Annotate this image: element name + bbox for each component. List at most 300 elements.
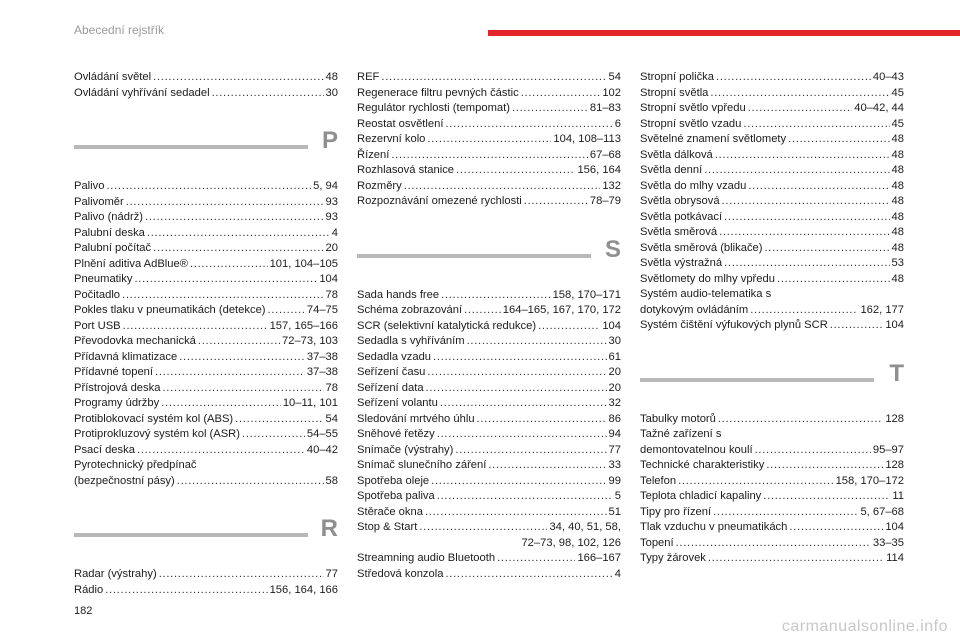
- index-entry: [640, 272, 904, 288]
- entry-term: Seřízení volantu: [357, 397, 438, 409]
- entry-pages: 5: [614, 490, 621, 502]
- leader-dots: [777, 272, 890, 288]
- leader-dots: [708, 551, 884, 567]
- entry-term: Sedadla vzadu: [357, 350, 432, 363]
- leader-dots: [404, 179, 601, 195]
- leader-dots: [427, 132, 551, 148]
- entry-term: Přídavné topení: [74, 366, 153, 378]
- leader-dots: [524, 194, 588, 210]
- section-letter: T: [889, 359, 904, 387]
- entry-pages: 6: [614, 117, 621, 130]
- leader-dots: [716, 70, 871, 86]
- leader-dots: [704, 163, 889, 179]
- leader-dots: [153, 70, 323, 86]
- entry-term: Rozměry: [357, 179, 402, 192]
- index-entry: [357, 132, 621, 148]
- leader-dots: [425, 505, 607, 521]
- entry-pages: 45: [891, 117, 904, 130]
- watermark: carmanualsonline.info: [781, 618, 948, 635]
- index-entry: [357, 117, 621, 133]
- entry-pages: 20: [608, 381, 621, 394]
- leader-dots: [467, 334, 607, 350]
- entry-pages: 48: [891, 148, 904, 161]
- index-entry: [640, 241, 904, 257]
- index-entry: [640, 505, 904, 521]
- entry-pages: 10–11, 101: [282, 397, 338, 409]
- entry-pages: 104: [885, 521, 904, 533]
- entry-term-continued: demontovatelnou koulí: [640, 443, 753, 456]
- entry-pages: 33–35: [872, 536, 904, 549]
- index-entry: [640, 520, 904, 536]
- entry-pages: 99: [608, 474, 621, 487]
- entry-pages: 45: [891, 86, 904, 99]
- entry-term: Stropní světlo vpředu: [640, 102, 746, 114]
- index-entry: [74, 443, 338, 459]
- entry-pages: 104, 108–113: [553, 133, 621, 145]
- leader-dots: [710, 86, 889, 102]
- leader-dots: [153, 241, 323, 257]
- index-entry: [357, 458, 621, 474]
- index-entry: [74, 226, 338, 242]
- entry-pages: 81–83: [589, 102, 621, 114]
- index-column-2: [357, 70, 621, 582]
- entry-term: Pyrotechnický předpínač: [74, 459, 197, 471]
- entry-pages: 93: [325, 195, 338, 208]
- entry-term: Počitadlo: [74, 288, 121, 301]
- leader-dots: [391, 148, 588, 164]
- leader-dots: [190, 257, 268, 273]
- leader-dots: [724, 210, 889, 226]
- entry-pages: 51: [608, 505, 621, 518]
- leader-dots: [381, 70, 606, 86]
- entry-term: Reostat osvětlení: [357, 117, 444, 130]
- leader-dots: [437, 427, 607, 443]
- leader-dots: [715, 148, 890, 164]
- index-entry: [357, 319, 621, 335]
- index-entry: [357, 396, 621, 412]
- entry-pages: 32: [608, 397, 621, 409]
- entry-term: Světla směrová (blikače): [640, 241, 763, 254]
- index-column-3: [640, 70, 904, 567]
- entry-term: Rozpoznávání omezené rychlosti: [357, 195, 522, 207]
- entry-pages-continued: 72–73, 98, 102, 126: [521, 536, 621, 549]
- leader-dots: [512, 101, 588, 117]
- index-entry: [357, 365, 621, 381]
- index-entry: [74, 257, 338, 273]
- entry-term: Telefon: [640, 474, 677, 487]
- entry-pages: 48: [891, 179, 904, 192]
- entry-term: Teplota chladicí kapaliny: [640, 490, 762, 502]
- leader-dots: [147, 226, 330, 242]
- leader-dots: [445, 117, 612, 133]
- entry-term: Pneumatiky: [74, 273, 133, 285]
- index-entry: [74, 567, 338, 583]
- leader-dots: [678, 474, 833, 490]
- entry-pages: 102: [602, 86, 621, 99]
- index-entry: [640, 458, 904, 474]
- entry-pages: 48: [891, 210, 904, 223]
- entry-pages: 40–42: [306, 443, 338, 456]
- entry-term: Palubní deska: [74, 226, 145, 239]
- leader-dots: [179, 350, 305, 366]
- index-entry: [357, 350, 621, 366]
- entry-pages: 77: [325, 568, 338, 580]
- leader-dots: [437, 489, 613, 505]
- entry-pages: 93: [325, 211, 338, 223]
- entry-pages: 61: [608, 350, 621, 363]
- entry-term: Sněhové řetězy: [357, 428, 435, 440]
- index-entry: [357, 194, 621, 210]
- entry-term: Stropní světlo vzadu: [640, 117, 742, 130]
- leader-dots: [123, 319, 268, 335]
- entry-term: Schéma zobrazování: [357, 304, 463, 316]
- index-entry: [640, 551, 904, 567]
- section-heading: [74, 121, 338, 179]
- leader-dots: [477, 412, 607, 428]
- entry-pages: 128: [885, 412, 904, 425]
- leader-dots: [159, 567, 324, 583]
- leader-dots: [763, 489, 890, 505]
- leader-dots: [713, 505, 858, 521]
- entry-term: Snímače (výstrahy): [357, 443, 454, 456]
- entry-term: Ovládání světel: [74, 71, 152, 83]
- entry-pages: 48: [891, 164, 904, 176]
- index-entry: [357, 412, 621, 428]
- index-entry: [640, 318, 904, 334]
- index-entry: [74, 583, 338, 599]
- leader-dots: [718, 412, 883, 428]
- leader-dots: [722, 194, 890, 210]
- entry-term: Stop & Start: [357, 521, 418, 533]
- leader-dots: [162, 381, 323, 397]
- entry-pages: 54: [325, 412, 338, 425]
- leader-dots: [433, 350, 607, 366]
- entry-term: Světla do mlhy vzadu: [640, 179, 747, 192]
- entry-pages: 48: [891, 241, 904, 254]
- leader-dots: [755, 443, 871, 459]
- section-heading: [357, 230, 621, 288]
- entry-pages: 114: [886, 552, 904, 564]
- index-entry: [357, 551, 621, 567]
- leader-dots: [464, 303, 501, 319]
- entry-pages: 4: [614, 567, 621, 580]
- page-header-title: Abecední rejstřík: [74, 23, 165, 37]
- index-entry: [640, 536, 904, 552]
- entry-term: Stěrače okna: [357, 505, 423, 518]
- entry-pages: 156, 164: [577, 164, 621, 176]
- entry-pages: 86: [608, 412, 621, 425]
- entry-term: Systém čištění výfukových plynů SCR: [640, 319, 828, 331]
- index-entry: [74, 179, 338, 195]
- section-rule: [74, 533, 308, 537]
- entry-pages: 156, 164, 166: [269, 583, 338, 596]
- leader-dots: [750, 303, 858, 319]
- index-entry: [640, 194, 904, 210]
- index-entry: [357, 443, 621, 459]
- entry-pages: 30: [325, 86, 338, 99]
- index-entry: [74, 210, 338, 226]
- leader-dots: [427, 365, 606, 381]
- entry-pages: 48: [891, 272, 904, 285]
- index-entry: [74, 70, 338, 86]
- leader-dots: [431, 474, 606, 490]
- index-entry: [74, 319, 338, 335]
- index-column-1: [74, 70, 338, 598]
- entry-pages: 74–75: [306, 304, 338, 316]
- entry-pages: 48: [891, 195, 904, 207]
- leader-dots: [145, 210, 324, 226]
- entry-pages: 77: [608, 443, 621, 456]
- entry-pages: 20: [325, 242, 338, 254]
- entry-term: Světelné znamení světlomety: [640, 133, 787, 145]
- entry-pages: 20: [608, 366, 621, 378]
- entry-pages: 166–167: [577, 552, 621, 564]
- entry-term: Středová konzola: [357, 567, 444, 580]
- entry-term: Programy údržby: [74, 397, 160, 409]
- entry-term: Palivo: [74, 180, 105, 192]
- index-entry: [74, 195, 338, 211]
- index-entry: [74, 241, 338, 257]
- entry-pages: 104: [319, 273, 338, 285]
- leader-dots: [445, 567, 612, 583]
- index-entry: [74, 288, 338, 304]
- index-entry: [640, 101, 904, 117]
- entry-pages: 67–68: [589, 148, 621, 161]
- entry-term: Spotřeba paliva: [357, 490, 435, 502]
- entry-pages: 78–79: [589, 195, 621, 207]
- entry-pages: 162, 177: [860, 303, 904, 316]
- entry-term: Přídavná klimatizace: [74, 350, 178, 363]
- entry-pages: 104: [602, 319, 621, 332]
- entry-pages: 58: [325, 474, 338, 487]
- entry-term: Tlak vzduchu v pneumatikách: [640, 521, 788, 533]
- entry-term-continued: (bezpečnostní pásy): [74, 474, 175, 487]
- leader-dots: [419, 520, 547, 536]
- leader-dots: [106, 179, 311, 195]
- entry-term: REF: [357, 71, 380, 83]
- entry-term: Palivo (nádrž): [74, 211, 144, 223]
- entry-term: Přístrojová deska: [74, 381, 161, 394]
- leader-dots: [440, 396, 607, 412]
- index-entry: [640, 412, 904, 428]
- entry-term: Sedadla s vyhříváním: [357, 335, 465, 347]
- leader-dots: [212, 86, 324, 102]
- section-letter: P: [321, 127, 338, 154]
- leader-dots: [105, 583, 267, 599]
- entry-pages: 78: [325, 381, 338, 394]
- leader-dots: [455, 443, 606, 459]
- section-heading: [74, 509, 338, 567]
- index-entry: [357, 505, 621, 521]
- leader-dots: [788, 132, 889, 148]
- entry-term: Ovládání vyhřívání sedadel: [74, 86, 210, 99]
- entry-term: Stropní světla: [640, 86, 709, 99]
- index-entry: [640, 256, 904, 272]
- leader-dots: [538, 319, 600, 335]
- leader-dots: [743, 117, 889, 133]
- index-entry: [357, 489, 621, 505]
- index-entry: [74, 350, 338, 366]
- index-entry: [357, 474, 621, 490]
- index-entry: [640, 225, 904, 241]
- index-entry: [357, 70, 621, 86]
- leader-dots: [676, 536, 871, 552]
- index-entry: [357, 303, 621, 319]
- index-entry: [640, 86, 904, 102]
- entry-pages: 54: [608, 71, 621, 83]
- entry-term: Světla denní: [640, 164, 703, 176]
- entry-pages: 158, 170–172: [835, 474, 904, 487]
- entry-term: SCR (selektivní katalytická redukce): [357, 319, 537, 332]
- entry-term: Světla výstražná: [640, 257, 723, 269]
- leader-dots: [724, 256, 889, 272]
- index-entry: [640, 163, 904, 179]
- leader-dots: [155, 365, 305, 381]
- index-entry: [357, 86, 621, 102]
- index-entry: [357, 148, 621, 164]
- entry-term: Psací deska: [74, 443, 135, 456]
- entry-term: Streamning audio Bluetooth: [357, 552, 496, 564]
- leader-dots: [748, 101, 853, 117]
- entry-pages: 157, 165–166: [269, 319, 338, 332]
- index-entry: [640, 148, 904, 164]
- entry-pages: 37–38: [306, 366, 338, 378]
- entry-term: Technické charakteristiky: [640, 459, 765, 471]
- leader-dots: [122, 288, 324, 304]
- index-entry: [357, 179, 621, 195]
- entry-pages: 78: [325, 288, 338, 301]
- entry-pages: 72–73, 103: [282, 335, 338, 347]
- entry-term: Seřízení data: [357, 381, 424, 394]
- entry-pages: 104: [885, 319, 904, 331]
- entry-term: Regulátor rychlosti (tempomat): [357, 102, 510, 114]
- entry-pages: 101, 104–105: [269, 257, 338, 270]
- entry-pages: 164–165, 167, 170, 172: [502, 304, 621, 316]
- entry-term: Světla směrová: [640, 226, 718, 238]
- section-heading: [640, 354, 904, 412]
- entry-term: Světla potkávací: [640, 210, 723, 223]
- entry-term: Topení: [640, 536, 674, 549]
- leader-dots: [235, 412, 323, 428]
- index-entry: [74, 303, 338, 319]
- leader-dots: [719, 225, 889, 241]
- entry-term: Rádio: [74, 583, 104, 596]
- index-entry: [640, 117, 904, 133]
- entry-pages: 48: [891, 133, 904, 145]
- entry-term: Typy žárovek: [640, 552, 706, 564]
- section-rule: [640, 378, 874, 382]
- leader-dots: [830, 318, 884, 334]
- entry-pages: 5, 67–68: [860, 505, 904, 518]
- index-entry: [640, 489, 904, 505]
- entry-term: Snímač slunečního záření: [357, 459, 487, 471]
- leader-dots: [426, 381, 607, 397]
- entry-pages: 37–38: [306, 350, 338, 363]
- entry-term: Port USB: [74, 319, 121, 332]
- index-entry: [640, 474, 904, 490]
- leader-dots: [764, 241, 889, 257]
- entry-term: Světla dálková: [640, 148, 713, 161]
- leader-dots: [137, 443, 305, 459]
- leader-dots: [789, 520, 883, 536]
- header-accent-bar: [488, 30, 960, 36]
- index-entry: [74, 458, 338, 489]
- leader-dots: [242, 427, 305, 443]
- leader-dots: [268, 303, 305, 319]
- entry-pages: 11: [892, 490, 904, 502]
- index-entry: [357, 334, 621, 350]
- entry-term: Světla obrysová: [640, 195, 720, 207]
- entry-pages: 40–43: [872, 71, 904, 83]
- leader-dots: [766, 458, 883, 474]
- entry-term: Systém audio-telematika s: [640, 288, 772, 300]
- leader-dots: [497, 551, 575, 567]
- index-entry: [640, 427, 904, 458]
- entry-term: Rozhlasová stanice: [357, 164, 455, 176]
- entry-term: Radar (výstrahy): [74, 568, 157, 580]
- entry-term: Seřízení času: [357, 366, 426, 378]
- entry-pages: 95–97: [872, 443, 904, 456]
- entry-pages: 132: [602, 179, 621, 192]
- entry-term: Stropní polička: [640, 71, 715, 83]
- section-letter: S: [604, 235, 621, 263]
- entry-pages: 158, 170–171: [552, 288, 621, 301]
- index-entry: [74, 427, 338, 443]
- index-entry: [74, 381, 338, 397]
- index-entry: [357, 427, 621, 443]
- entry-pages: 30: [608, 335, 621, 347]
- entry-pages: 48: [891, 226, 904, 238]
- leader-dots: [198, 334, 280, 350]
- leader-dots: [161, 396, 281, 412]
- index-entry: [357, 288, 621, 304]
- entry-term: Protiprokluzový systém kol (ASR): [74, 428, 240, 440]
- leader-dots: [177, 474, 324, 490]
- entry-pages: 5, 94: [313, 180, 338, 192]
- index-entry: [640, 287, 904, 318]
- section-rule: [357, 254, 591, 258]
- index-entry: [74, 86, 338, 102]
- entry-term: Převodovka mechanická: [74, 335, 196, 347]
- entry-pages: 34, 40, 51, 58,: [549, 521, 621, 533]
- entry-term: Palivoměr: [74, 195, 124, 208]
- index-entry: [74, 396, 338, 412]
- entry-term: Tabulky motorů: [640, 412, 716, 425]
- leader-dots: [441, 288, 550, 304]
- leader-dots: [134, 272, 317, 288]
- index-entry: [74, 412, 338, 428]
- index-entry: [640, 179, 904, 195]
- entry-pages: 128: [885, 459, 904, 471]
- entry-pages: 33: [608, 459, 621, 471]
- index-entry: [357, 520, 621, 551]
- entry-pages: 94: [608, 428, 621, 440]
- entry-term: Palubní počítač: [74, 242, 152, 254]
- index-entry: [74, 334, 338, 350]
- index-entry: [74, 365, 338, 381]
- leader-dots: [126, 195, 324, 211]
- index-entry: [640, 210, 904, 226]
- entry-pages: 53: [891, 257, 904, 269]
- entry-pages: 54–55: [306, 428, 338, 440]
- entry-term: Protiblokovací systém kol (ABS): [74, 412, 234, 425]
- index-entry: [357, 381, 621, 397]
- entry-term: Regenerace filtru pevných částic: [357, 86, 519, 99]
- entry-term: Spotřeba oleje: [357, 474, 430, 487]
- leader-dots: [521, 86, 601, 102]
- leader-dots: [748, 179, 889, 195]
- leader-dots: [488, 458, 606, 474]
